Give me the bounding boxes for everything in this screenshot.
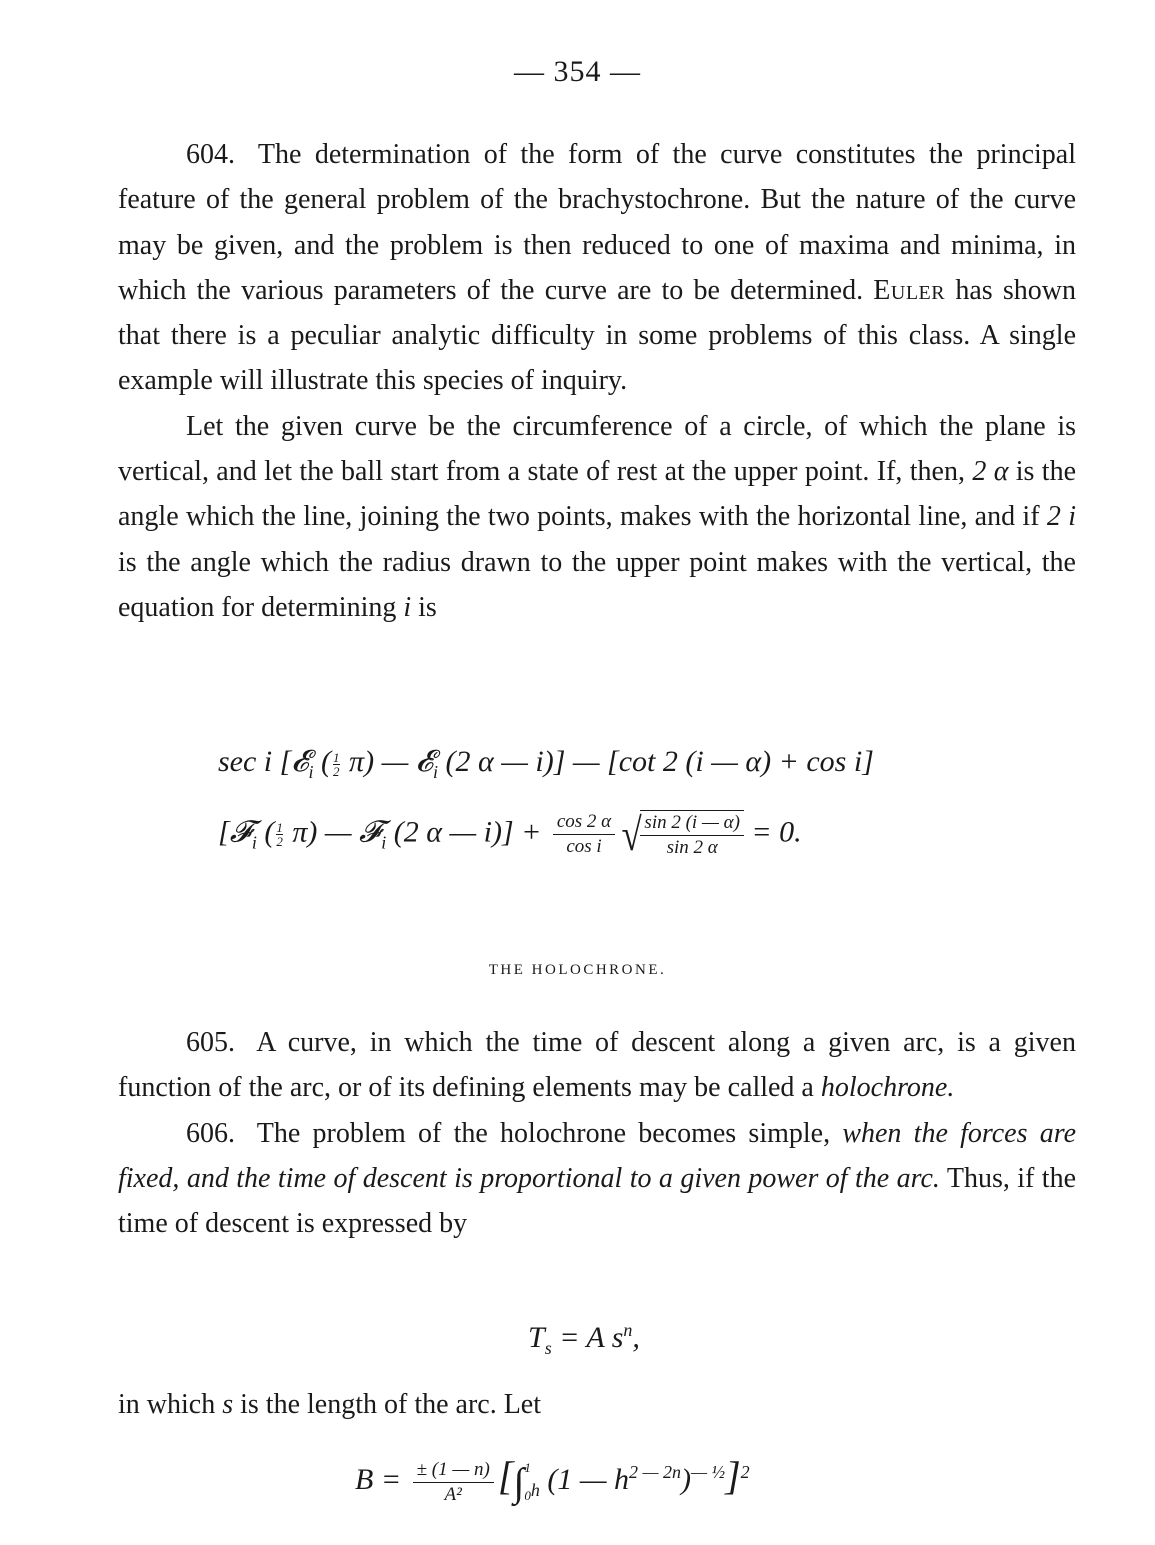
eq-superscript: 2 [740, 1462, 750, 1482]
radicand [640, 810, 743, 860]
math-variable: i [403, 591, 412, 623]
paragraph-605 [118, 1020, 1076, 1111]
script-e-symbol: 𝓔 [415, 745, 433, 778]
fraction-sin [640, 811, 743, 860]
math-variable: 2 α [972, 456, 1009, 488]
eq-part: π) — [341, 745, 416, 778]
frac-num: sin 2 (i — α) [644, 811, 740, 833]
frac-num: cos 2 α [556, 811, 612, 832]
paragraph-number: 604. [186, 139, 235, 170]
script-f-symbol: 𝓕 [359, 815, 382, 849]
frac-den: cos i [553, 834, 615, 859]
text-block-middle [118, 1020, 1076, 1246]
half-fraction [276, 821, 283, 848]
math-variable: s [222, 1389, 234, 1420]
eq-part: π) — [284, 815, 360, 849]
equation-1-line-1 [218, 745, 874, 783]
eq-part: ( [256, 815, 275, 849]
paragraph-text: is [418, 591, 437, 623]
paragraph-text: The problem of the holochrone becomes simple, [256, 1117, 831, 1149]
script-e-symbol: 𝓔 [291, 745, 309, 778]
integral-sign: ∫ [513, 1459, 525, 1505]
eq-part: ) [681, 1463, 692, 1496]
paragraph-text: is the angle which the line, joining the two points, makes with the horizontal line, and if [118, 456, 1077, 533]
paragraph-text: is the angle which the radius drawn to the upper point makes with the vertical, the equation for determining [118, 546, 1076, 623]
eq-part: [ [218, 815, 230, 849]
eq-subscript: i [251, 832, 257, 853]
eq-part: (1 — h [539, 1463, 630, 1496]
defined-term: holochrone. [820, 1072, 955, 1104]
eq-part: [ [497, 1453, 514, 1498]
paragraph-606 [118, 1111, 1076, 1247]
eq-part: ( [313, 745, 332, 778]
paragraph-let [118, 1382, 1076, 1427]
paragraph-text: has shown that there is a peculiar analytic difficulty in some problems of this class. A single example will illustrate this species of inquiry. [118, 274, 1077, 397]
paragraph-text: is the length of the arc. Let [240, 1389, 542, 1420]
frac-den: 2 [276, 834, 283, 849]
italic-statement: when the forces are fixed, and the time of descent is proportional to a given power of the arc. [118, 1117, 1077, 1194]
frac-den: sin 2 α [640, 835, 743, 860]
eq-part: sec i [ [218, 745, 292, 778]
paragraph-circle [118, 404, 1076, 630]
equation-1-line-2 [218, 808, 802, 861]
text-block-let [118, 1382, 1076, 1427]
eq-subscript: s [544, 1338, 552, 1358]
eq-superscript: — ½ [691, 1462, 726, 1482]
paragraph-text: Let the given curve be the circumference of a circle, of which the plane is vertical, and let the ball start from a state of rest at the upper point. If, then, [118, 410, 1076, 488]
eq-part: , [632, 1321, 640, 1354]
eq-superscript: 2 — 2n [629, 1462, 682, 1482]
eq-subscript: h [530, 1480, 540, 1500]
paragraph-text: Thus, if the time of descent is expressed by [118, 1162, 1076, 1240]
eq-part: = A s [551, 1321, 624, 1354]
frac-num: ± (1 — n) [416, 1458, 490, 1480]
eq-part: = 0. [751, 815, 802, 849]
paragraph-text: A curve, in which the time of descent along a given arc, is a given function of the arc, or of its defining elements may be called a [118, 1027, 1076, 1104]
upper-limit: 1 [524, 1460, 531, 1476]
eq-part: T [528, 1321, 545, 1354]
eq-part: (2 α — i)] + [386, 815, 542, 849]
fraction-cos [553, 810, 615, 859]
paragraph-number: 605. [186, 1027, 235, 1058]
square-root [619, 808, 744, 861]
eq-part: ] [725, 1453, 741, 1498]
eq-subscript: i [308, 762, 314, 782]
equation-3 [355, 1452, 750, 1510]
frac-num: 1 [333, 749, 340, 765]
paragraph-number: 606. [186, 1117, 235, 1149]
eq-subscript: i [381, 832, 387, 853]
eq-subscript: i [432, 762, 438, 782]
math-variable: 2 i [1046, 501, 1077, 533]
script-f-symbol: 𝓕 [229, 815, 252, 849]
text-block-top [118, 132, 1076, 630]
frac-den: A² [413, 1482, 494, 1507]
author-name: Euler [873, 274, 946, 306]
paragraph-text: in which [118, 1389, 216, 1420]
paragraph-604 [118, 132, 1076, 404]
radical-sign: √ [621, 809, 642, 860]
fraction-b [413, 1458, 494, 1507]
frac-num: 1 [276, 820, 283, 835]
section-heading: THE HOLOCHRONE. [488, 962, 667, 978]
eq-part: (2 α — i)] — [cot 2 (i — α) + cos i] [437, 745, 874, 778]
paragraph-text: The determination of the form of the curve constitutes the principal feature of the general problem of the brachystochrone. But the nature of the curve may be given, and the problem is then reduced to one of maxima and minima, in which the various parameters of the curve are to be determined. [118, 139, 1076, 306]
equation-2 [528, 1320, 640, 1359]
half-fraction [333, 751, 340, 778]
eq-superscript: n [623, 1320, 633, 1340]
page-number: — 354 — [514, 55, 641, 88]
eq-part: B = [355, 1463, 402, 1496]
lower-limit: 0 [524, 1488, 531, 1504]
frac-den: 2 [333, 763, 340, 779]
